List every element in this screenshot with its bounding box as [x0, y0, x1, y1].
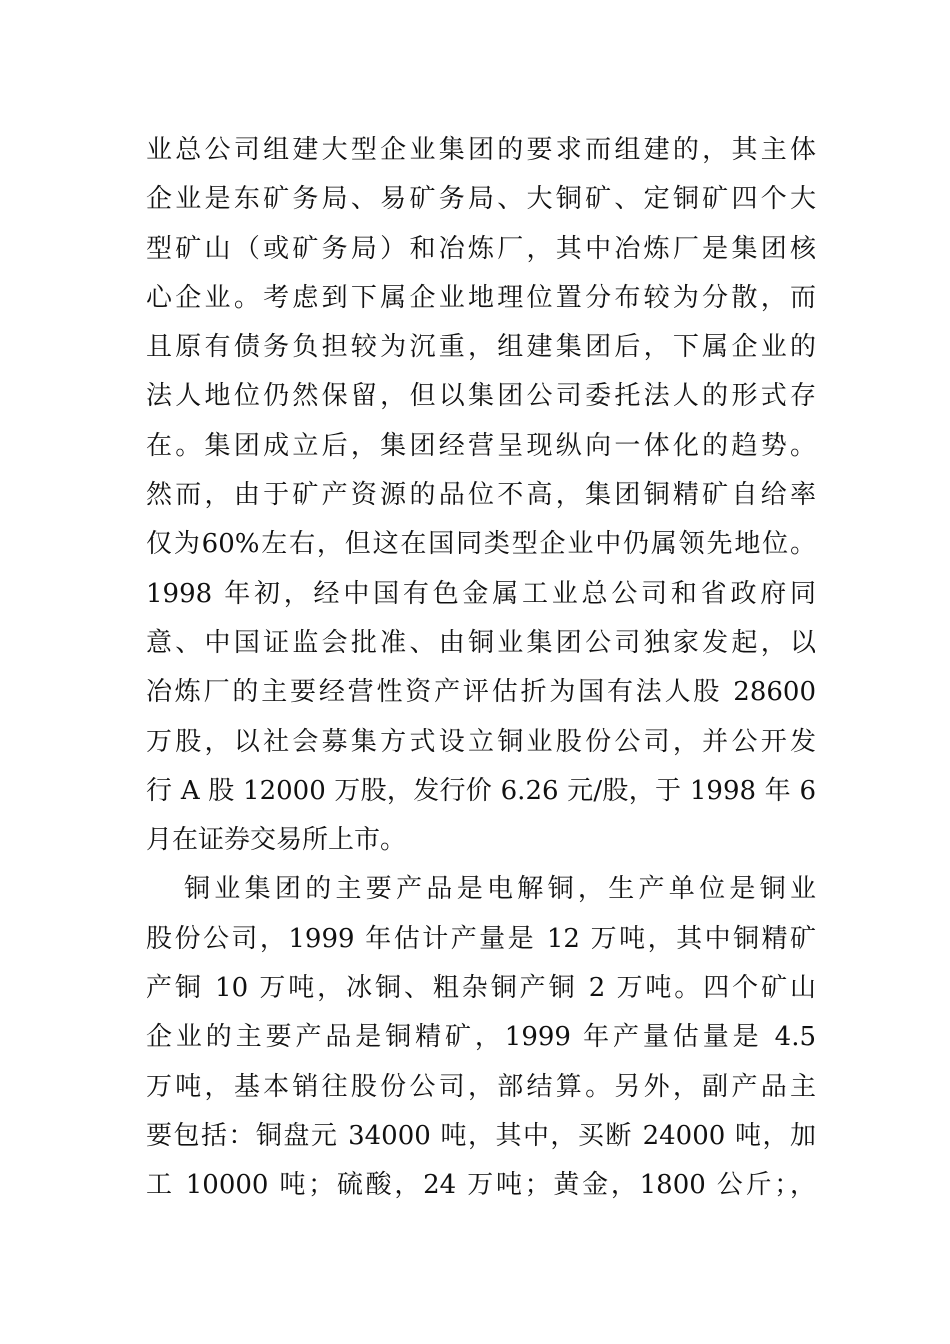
text-line: 月在证券交易所上市。: [146, 825, 407, 856]
text-line: 意、中国证监会批准、由铜业集团公司独家发起，以: [146, 627, 816, 658]
text-line: 冶炼厂的主要经营性资产评估折为国有法人股 28600: [146, 677, 816, 708]
text-line: 法人地位仍然保留，但以集团公司委托法人的形式存: [146, 381, 816, 412]
text-line: 然而，由于矿产资源的品位不高，集团铜精矿自给率: [146, 480, 816, 511]
text-line: 工 10000 吨；硫酸，24 万吨；黄金，1800 公斤；，: [146, 1170, 816, 1201]
text-line: 型矿山（或矿务局）和冶炼厂，其中冶炼厂是集团核: [146, 233, 816, 264]
text-line: 要包括：铜盘元 34000 吨，其中，买断 24000 吨，加: [146, 1120, 816, 1151]
text-line: 且原有债务负担较为沉重，组建集团后，下属企业的: [146, 332, 816, 363]
text-line: 在。集团成立后，集团经营呈现纵向一体化的趋势。: [146, 430, 816, 461]
text-line: 企业是东矿务局、易矿务局、大铜矿、定铜矿四个大: [146, 184, 816, 215]
text-line: 业总公司组建大型企业集团的要求而组建的，其主体: [146, 135, 816, 165]
text-line: 万吨，基本销往股份公司，部结算。另外，副产品主: [146, 1071, 816, 1102]
text-line: 行 A 股 12000 万股，发行价 6.26 元/股，于 1998 年 6: [146, 775, 816, 806]
document-body: [146, 126, 816, 1211]
text-line: 心企业。考虑到下属企业地理位置分布较为分散，而: [146, 282, 816, 313]
text-line: 1998 年初，经中国有色金属工业总公司和省政府同: [146, 578, 816, 609]
text-line: 企业的主要产品是铜精矿，1999 年产量估量是 4.5: [146, 1022, 816, 1053]
text-line: 铜业集团的主要产品是电解铜，生产单位是铜业: [184, 874, 816, 905]
text-line: 仅为60%左右，但这在国同类型企业中仍属领先地位。: [146, 529, 816, 560]
text-line: 万股，以社会募集方式设立铜业股份公司，并公开发: [146, 726, 816, 757]
text-line: 股份公司，1999 年估计产量是 12 万吨，其中铜精矿: [146, 923, 816, 954]
text-line: 产铜 10 万吨，冰铜、粗杂铜产铜 2 万吨。四个矿山: [146, 973, 816, 1004]
